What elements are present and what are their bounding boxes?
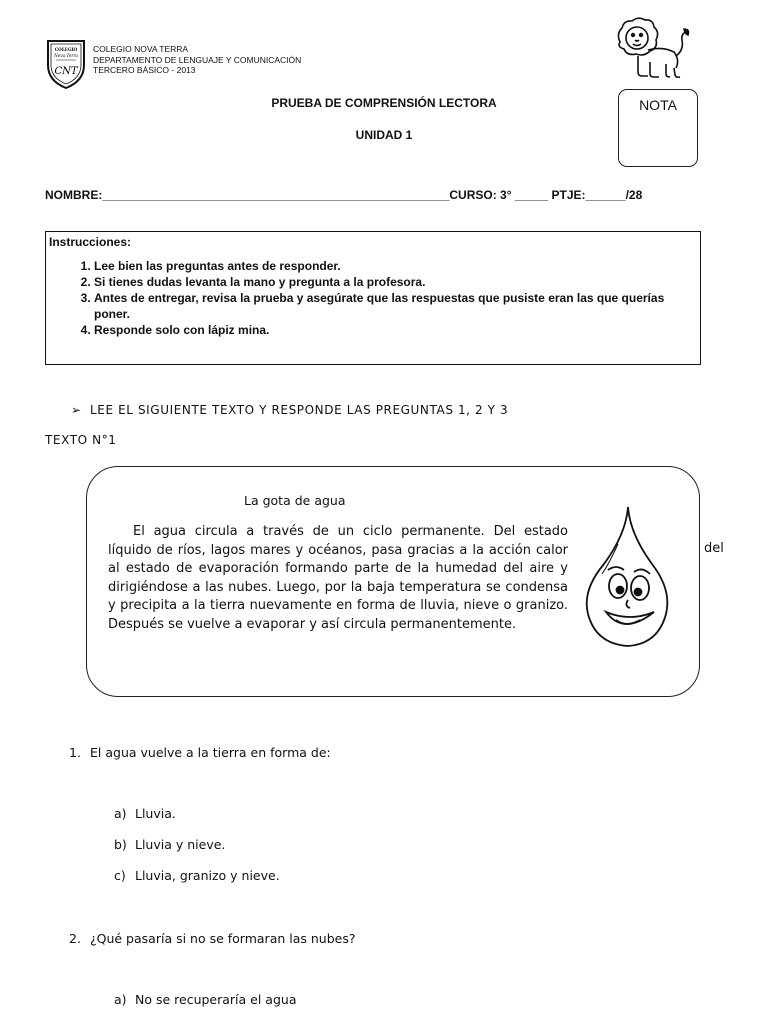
section-heading: LEE EL SIGUIENTE TEXTO Y RESPONDE LAS PREGUNTAS 1, 2 Y 3: [90, 403, 509, 417]
instructions-box: [45, 231, 701, 365]
svg-text:COLEGIO: COLEGIO: [54, 47, 78, 52]
svg-text:CNT: CNT: [54, 66, 78, 77]
question-number: 1.: [69, 745, 81, 760]
grade-label: NOTA: [639, 97, 677, 113]
instructions-list: [46, 258, 694, 338]
story-title: La gota de agua: [244, 493, 346, 508]
question-number: 2.: [69, 931, 81, 946]
school-info: [93, 44, 301, 76]
school-name: COLEGIO NOVA TERRA: [93, 44, 189, 54]
department-name: DEPARTAMENTO DE LENGUAJE Y COMUNICACIÓN: [93, 54, 302, 65]
instruction-item: 2. Si tienes dudas levanta la mano y pregunta a la profesora.: [94, 274, 694, 290]
option-letter: c): [114, 868, 126, 883]
svg-text:Nova Terra: Nova Terra: [54, 53, 78, 58]
grade-year: TERCERO BÁSICO - 2013: [93, 65, 196, 75]
answer-option[interactable]: Lluvia.: [135, 806, 176, 821]
option-letter: a): [114, 806, 127, 821]
exam-title: PRUEBA DE COMPRENSIÓN LECTORA: [271, 96, 497, 110]
instruction-item: 3. Antes de entregar, revisa la prueba y asegúrate que las respuestas que pusiste eran las que querías poner.: [94, 290, 694, 322]
instruction-item: 1. Lee bien las preguntas antes de responder.: [94, 258, 694, 274]
answer-option[interactable]: Lluvia, granizo y nieve.: [135, 868, 280, 883]
answer-option[interactable]: No se recuperaría el agua: [135, 992, 297, 1007]
lion-mascot-icon: [614, 16, 692, 80]
water-drop-icon: [580, 504, 676, 650]
instruction-item: 4. Responde solo con lápiz mina.: [94, 322, 694, 338]
answer-option[interactable]: Lluvia y nieve.: [135, 837, 226, 852]
question-text: ¿Qué pasaría si no se formaran las nubes?: [90, 931, 356, 946]
option-letter: a): [114, 992, 127, 1007]
instructions-heading: Instrucciones:: [49, 235, 132, 249]
school-crest-logo: [46, 38, 86, 90]
unit-label: UNIDAD 1: [355, 128, 413, 142]
question-text: El agua vuelve a la tierra en forma de:: [90, 745, 331, 760]
text-number-label: TEXTO N°1: [45, 433, 117, 447]
student-info-line[interactable]: NOMBRE:____________________________________________________CURSO: 3° _____ PTJE:______/28: [45, 188, 643, 202]
story-body: El agua circula a través de un ciclo permanente. Del estado líquido de ríos, lagos mares y océanos, pasa gracias a la acción calor al estado de evaporación formando parte de la humedad del aire y dirigiéndose a las nubes. Luego, por la baja temperatura se condensa y precipita a la tierra nuevamente en forma de lluvia, nieve o granizo. Después se vuelve a evaporar y así circula permanentemente.: [108, 524, 568, 632]
section-bullet-icon: ➢: [71, 403, 82, 417]
story-overflow-word: del: [704, 541, 724, 556]
option-letter: b): [114, 837, 127, 852]
grade-box: [618, 89, 698, 167]
